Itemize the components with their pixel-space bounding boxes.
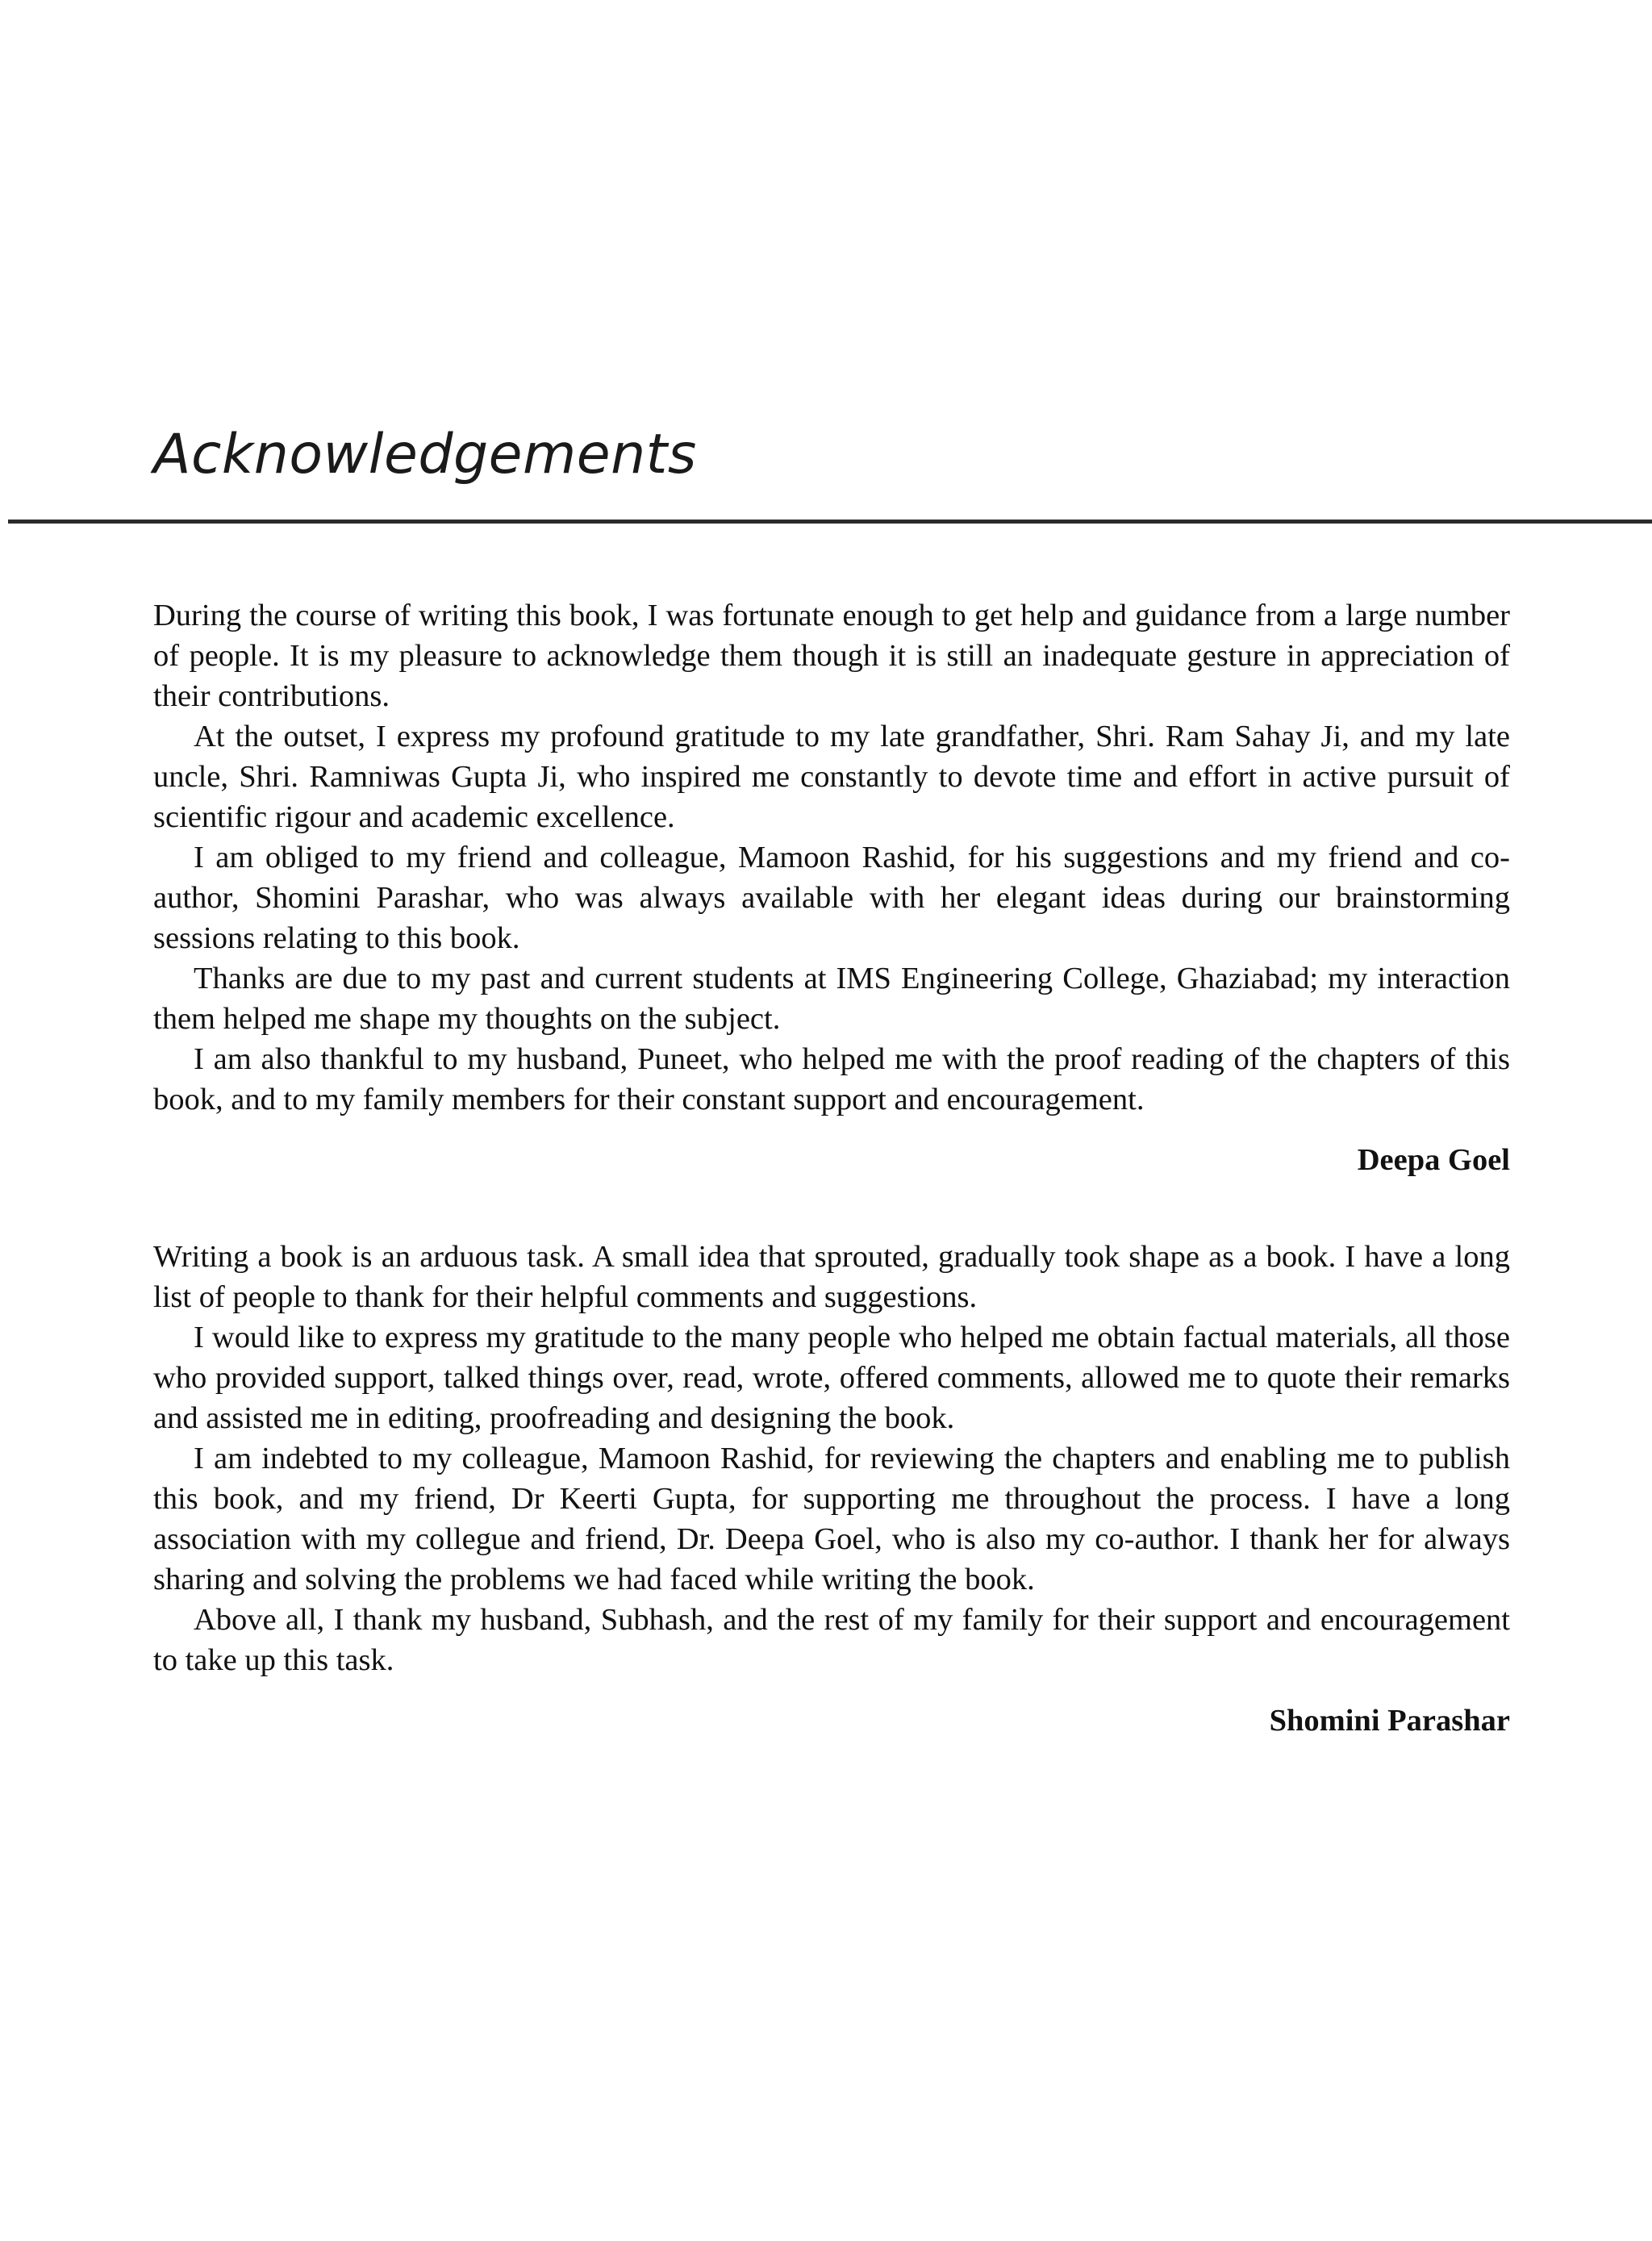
paragraph: I am obliged to my friend and colleague, Mamoon Rashid, for his suggestions and my friend and co-author, Shomini Parashar, who was always available with her elegant ideas during our brainstorming sessions relating to this book. — [153, 841, 1510, 955]
author-signature: Deepa Goel — [1357, 1143, 1510, 1177]
acknowledgements-body — [153, 595, 1510, 1741]
acknowledgement-section-shomini-parashar — [153, 1237, 1510, 1741]
page-title: Acknowledgements — [153, 423, 697, 486]
paragraph: I am indebted to my colleague, Mamoon Rashid, for reviewing the chapters and enabling me to publish this book, and my friend, Dr Keerti Gupta, for supporting me throughout the process. I have a long association with my collegue and friend, Dr. Deepa Goel, who is also my co-author. I thank her for always sharing and solving the problems we had faced while writing the book. — [153, 1442, 1510, 1596]
paragraph: I am also thankful to my husband, Puneet, who helped me with the proof reading of the chapters of this book, and to my family members for their constant support and encouragement. — [153, 1042, 1510, 1116]
paragraph: Above all, I thank my husband, Subhash, and the rest of my family for their support and encouragement to take up this task. — [153, 1603, 1510, 1677]
paragraph: During the course of writing this book, I was fortunate enough to get help and guidance from a large number of people. It is my pleasure to acknowledge them though it is still an inadequate gesture in appreciation of their contributions. — [153, 599, 1510, 713]
paragraph: Thanks are due to my past and current students at IMS Engineering College, Ghaziabad; my interaction them helped me shape my thoughts on the subject. — [153, 962, 1510, 1036]
acknowledgement-section-deepa-goel — [153, 595, 1510, 1180]
title-divider — [8, 520, 1652, 524]
paragraph: Writing a book is an arduous task. A small idea that sprouted, gradually took shape as a book. I have a long list of people to thank for their helpful comments and suggestions. — [153, 1240, 1510, 1314]
paragraph: I would like to express my gratitude to the many people who helped me obtain factual materials, all those who provided support, talked things over, read, wrote, offered comments, allowed me to quote their remarks and assisted me in editing, proofreading and designing the book. — [153, 1321, 1510, 1435]
paragraph: At the outset, I express my profound gratitude to my late grandfather, Shri. Ram Sahay Ji, and my late uncle, Shri. Ramniwas Gupta Ji, who inspired me constantly to devote time and effort in active pursuit of scientific rigour and academic excellence. — [153, 720, 1510, 834]
author-signature: Shomini Parashar — [1269, 1704, 1510, 1738]
